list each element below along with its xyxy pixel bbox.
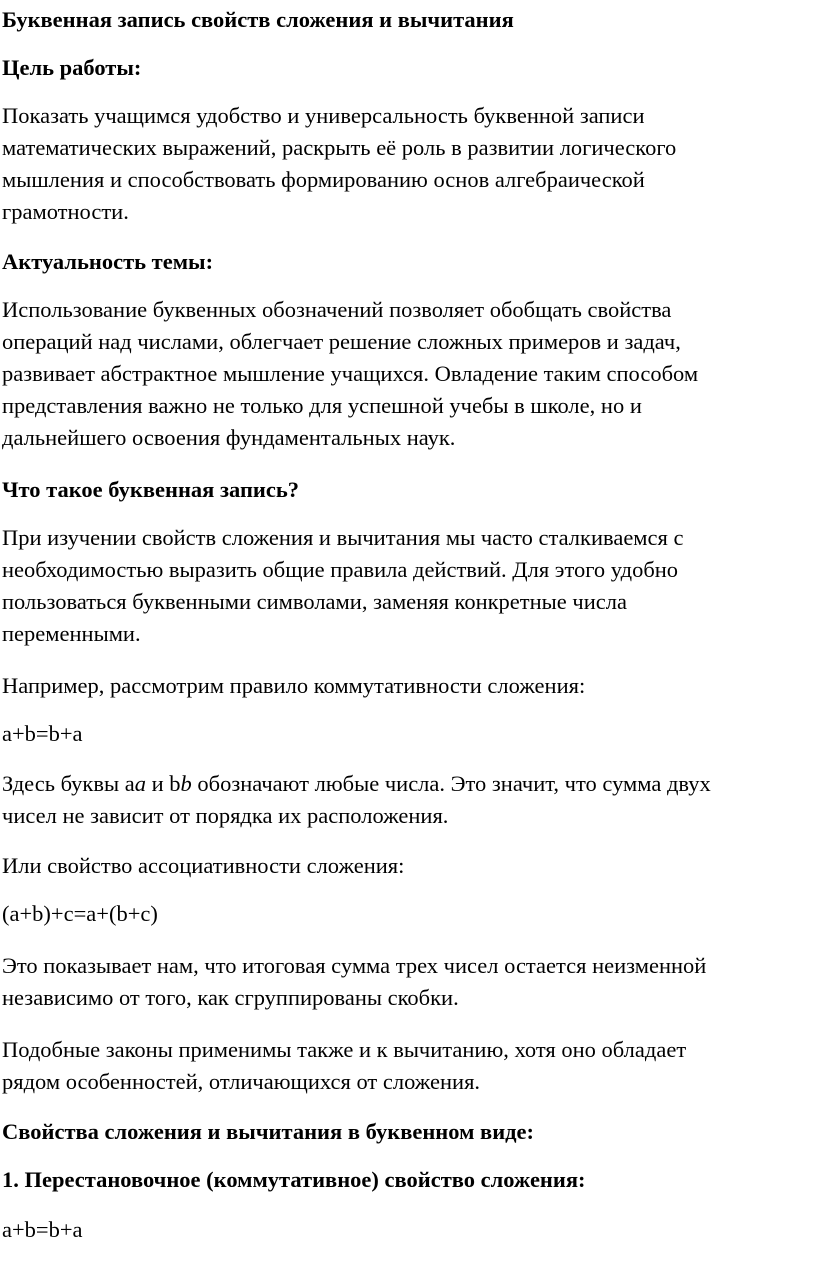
relevance-line: операций над числами, облегчает решение сложных примеров и задач,	[2, 329, 681, 354]
subtraction-paragraph	[2, 1034, 808, 1098]
explanation-line: Это показывает нам, что итоговая сумма трех чисел остается неизменной	[2, 953, 707, 978]
relevance-paragraph	[2, 294, 808, 454]
goal-line: мышления и способствовать формированию основ алгебраической	[2, 167, 645, 192]
goal-paragraph	[2, 100, 808, 228]
subtraction-line: Подобные законы применимы также и к вычитанию, хотя оно обладает	[2, 1037, 687, 1062]
what-is-line: переменными.	[2, 621, 141, 646]
goal-line: Показать учащимся удобство и универсальность буквенной записи	[2, 103, 645, 128]
what-is-line: необходимостью выразить общие правила действий. Для этого удобно	[2, 557, 679, 582]
goal-line: математических выражений, раскрыть её роль в развитии логического	[2, 135, 677, 160]
goal-heading: Цель работы:	[2, 55, 142, 80]
subtraction-line: рядом особенностей, отличающихся от сложения.	[2, 1069, 481, 1094]
variable-b: b	[180, 771, 192, 796]
associative-intro: Или свойство ассоциативности сложения:	[2, 853, 405, 878]
relevance-line: развивает абстрактное мышление учащихся. Овладение таким способом	[2, 361, 699, 386]
formula-associative: (a+b)+c=a+(b+c)	[2, 901, 158, 926]
explanation-line: независимо от того, как сгруппированы скобки.	[2, 985, 459, 1010]
relevance-line: представления важно не только для успешной учебы в школе, но и	[2, 393, 642, 418]
associative-explanation	[2, 950, 808, 1014]
example-intro: Например, рассмотрим правило коммутативности сложения:	[2, 673, 586, 698]
formula-commutative: a+b=b+a	[2, 721, 83, 746]
properties-heading: Свойства сложения и вычитания в буквенном виде:	[2, 1119, 535, 1144]
what-is-paragraph	[2, 522, 808, 650]
property-1-heading: 1. Перестановочное (коммутативное) свойство сложения:	[2, 1167, 586, 1192]
relevance-line: Использование буквенных обозначений позволяет обобщать свойства	[2, 297, 672, 322]
relevance-line: дальнейшего освоения фундаментальных наук.	[2, 425, 456, 450]
formula-explanation	[2, 768, 808, 832]
explanation-line: Здесь буквы aa и bb обозначают любые числа. Это значит, что сумма двух	[2, 771, 711, 796]
document-title: Буквенная запись свойств сложения и вычитания	[2, 7, 514, 32]
goal-line: грамотности.	[2, 199, 129, 224]
what-is-line: При изучении свойств сложения и вычитания мы часто сталкиваемся с	[2, 525, 684, 550]
relevance-heading: Актуальность темы:	[2, 249, 214, 274]
what-is-heading: Что такое буквенная запись?	[2, 477, 300, 502]
property-1-formula: a+b=b+a	[2, 1217, 83, 1242]
what-is-line: пользоваться буквенными символами, заменяя конкретные числа	[2, 589, 627, 614]
explanation-line: чисел не зависит от порядка их расположения.	[2, 803, 449, 828]
variable-a: a	[134, 771, 146, 796]
